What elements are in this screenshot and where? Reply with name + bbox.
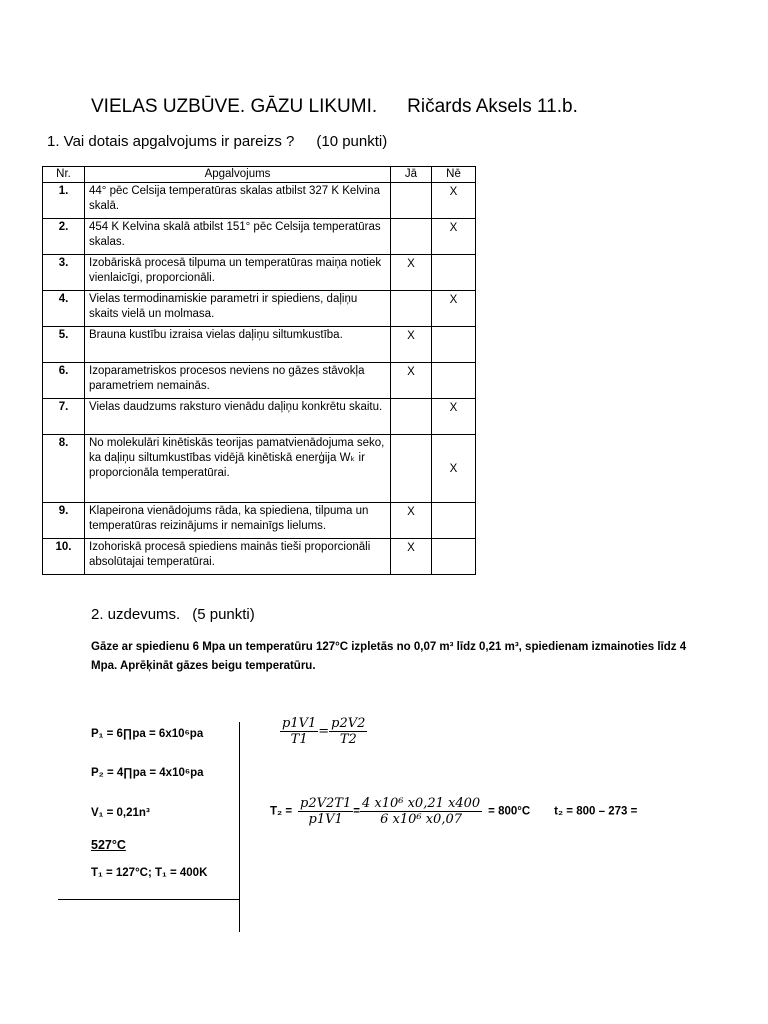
fraction-denominator: T2 xyxy=(339,732,357,747)
row-statement: 44° pēc Celsija temperatūras skalas atbilst 327 K Kelvina skalā. xyxy=(85,183,391,219)
equals-sign: = xyxy=(353,805,360,818)
question-2-text: 2. uzdevums. xyxy=(91,606,181,623)
row-yes-mark: X xyxy=(391,503,432,539)
table-header-row xyxy=(43,167,476,183)
question-2-points: (5 punkti) xyxy=(192,606,255,623)
row-number: 8. xyxy=(43,435,85,503)
question-1-points: (10 punkti) xyxy=(316,133,388,150)
row-no-mark: X xyxy=(432,291,476,327)
fraction-numerator: p2V2 xyxy=(331,716,366,731)
fraction-numerator: 4 x10⁶ x0,21 x400 xyxy=(361,796,481,811)
table-row xyxy=(43,219,476,255)
row-statement: 454 K Kelvina skalā atbilst 151° pēc Celsija temperatūras skalas. xyxy=(85,219,391,255)
table-row xyxy=(43,503,476,539)
numeric-fraction xyxy=(360,796,482,827)
row-yes-mark: X xyxy=(391,255,432,291)
row-number: 2. xyxy=(43,219,85,255)
row-statement: Vielas termodinamiskie parametri ir spiediens, daļiņu skaits vielā un molmasa. xyxy=(85,291,391,327)
fraction-denominator: T1 xyxy=(290,732,308,747)
question-2-heading xyxy=(91,606,255,623)
row-no-mark: X xyxy=(432,399,476,435)
row-yes-mark xyxy=(391,219,432,255)
author-name: Ričards Aksels 11.b. xyxy=(407,96,578,117)
page-title xyxy=(91,96,578,118)
row-no-mark xyxy=(432,503,476,539)
row-number: 4. xyxy=(43,291,85,327)
table-row xyxy=(43,539,476,575)
row-number: 5. xyxy=(43,327,85,363)
given-v1: V₁ = 0,21n³ xyxy=(91,807,150,819)
row-yes-mark: X xyxy=(391,363,432,399)
row-number: 6. xyxy=(43,363,85,399)
equals-sign: = xyxy=(318,724,330,739)
row-statement: Izobāriskā procesā tilpuma un temperatūras maiņa notiek vienlaicīgi, proporcionāli. xyxy=(85,255,391,291)
formula-left-fraction xyxy=(280,716,318,747)
header-statement: Apgalvojums xyxy=(85,167,391,183)
header-no: Nē xyxy=(432,167,476,183)
given-divider-horizontal xyxy=(58,899,239,900)
row-yes-mark xyxy=(391,291,432,327)
fraction-numerator: p1V1 xyxy=(282,716,317,731)
row-no-mark: X xyxy=(432,183,476,219)
fraction-numerator: p2V2T1 xyxy=(300,796,352,811)
table-row xyxy=(43,291,476,327)
formula-right-fraction xyxy=(329,716,367,747)
table-row xyxy=(43,363,476,399)
row-no-mark: X xyxy=(432,219,476,255)
row-yes-mark xyxy=(391,183,432,219)
question-1-heading xyxy=(47,133,387,150)
formula-fraction xyxy=(298,796,353,827)
row-statement: Vielas daudzums raksturo vienādu daļiņu konkrētu skaitu. xyxy=(85,399,391,435)
row-yes-mark: X xyxy=(391,539,432,575)
row-number: 9. xyxy=(43,503,85,539)
row-yes-mark: X xyxy=(391,327,432,363)
true-false-table xyxy=(42,166,476,575)
table-row xyxy=(43,183,476,219)
given-p1: P₁ = 6∏pa = 6x10⁶pa xyxy=(91,728,204,740)
row-statement: Izohoriskā procesā spiediens mainās tieši proporcionāli absolūtajai temperatūrai. xyxy=(85,539,391,575)
header-yes: Jā xyxy=(391,167,432,183)
row-statement: Klapeirona vienādojums rāda, ka spiediena, tilpuma un temperatūras reizinājums ir nemainīgs lielums. xyxy=(85,503,391,539)
given-result-underlined: 527°C xyxy=(91,838,126,852)
row-yes-mark xyxy=(391,399,432,435)
given-divider-vertical xyxy=(239,722,240,932)
table-row xyxy=(43,255,476,291)
row-number: 7. xyxy=(43,399,85,435)
fraction-denominator: p1V1 xyxy=(308,812,343,827)
gas-law-formula xyxy=(280,716,367,747)
row-number: 1. xyxy=(43,183,85,219)
fraction-denominator: 6 x10⁶ x0,07 xyxy=(380,812,463,827)
row-no-mark xyxy=(432,539,476,575)
question-1-text: 1. Vai dotais apgalvojums ir pareizs ? xyxy=(47,133,295,150)
row-number: 10. xyxy=(43,539,85,575)
row-statement: No molekulāri kinētiskās teorijas pamatvienādojuma seko, ka daļiņu siltumkustības vidējā kinētiskā enerģija Wₖ ir proporcionāla temperatūrai. xyxy=(85,435,391,503)
t2-result: = 800°C xyxy=(488,805,531,818)
given-p2: P₂ = 4∏pa = 4x10⁶pa xyxy=(91,767,204,779)
table-row xyxy=(43,399,476,435)
row-no-mark xyxy=(432,327,476,363)
table-row xyxy=(43,435,476,503)
header-nr: Nr. xyxy=(43,167,85,183)
title-text: VIELAS UZBŪVE. GĀZU LIKUMI. xyxy=(91,96,378,117)
row-no-mark xyxy=(432,363,476,399)
row-statement: Izoparametriskos procesos neviens no gāzes stāvokļa parametriem nemainās. xyxy=(85,363,391,399)
row-no-mark: X xyxy=(432,435,476,503)
row-statement: Brauna kustību izraisa vielas daļiņu siltumkustība. xyxy=(85,327,391,363)
table-row xyxy=(43,327,476,363)
given-t1: T₁ = 127°C; T₁ = 400K xyxy=(91,867,208,879)
row-no-mark xyxy=(432,255,476,291)
t2-lhs: T₂ = xyxy=(270,805,293,818)
row-yes-mark xyxy=(391,435,432,503)
t2-calculation xyxy=(270,796,637,827)
t2-celsius-calc: t₂ = 800 – 273 = xyxy=(554,805,638,818)
task-description: Gāze ar spiedienu 6 Mpa un temperatūru 127°C izpletās no 0,07 m³ līdz 0,21 m³, spiedienam izmainoties līdz 4 Mpa. Aprēķināt gāzes beigu temperatūru. xyxy=(91,641,687,672)
row-number: 3. xyxy=(43,255,85,291)
